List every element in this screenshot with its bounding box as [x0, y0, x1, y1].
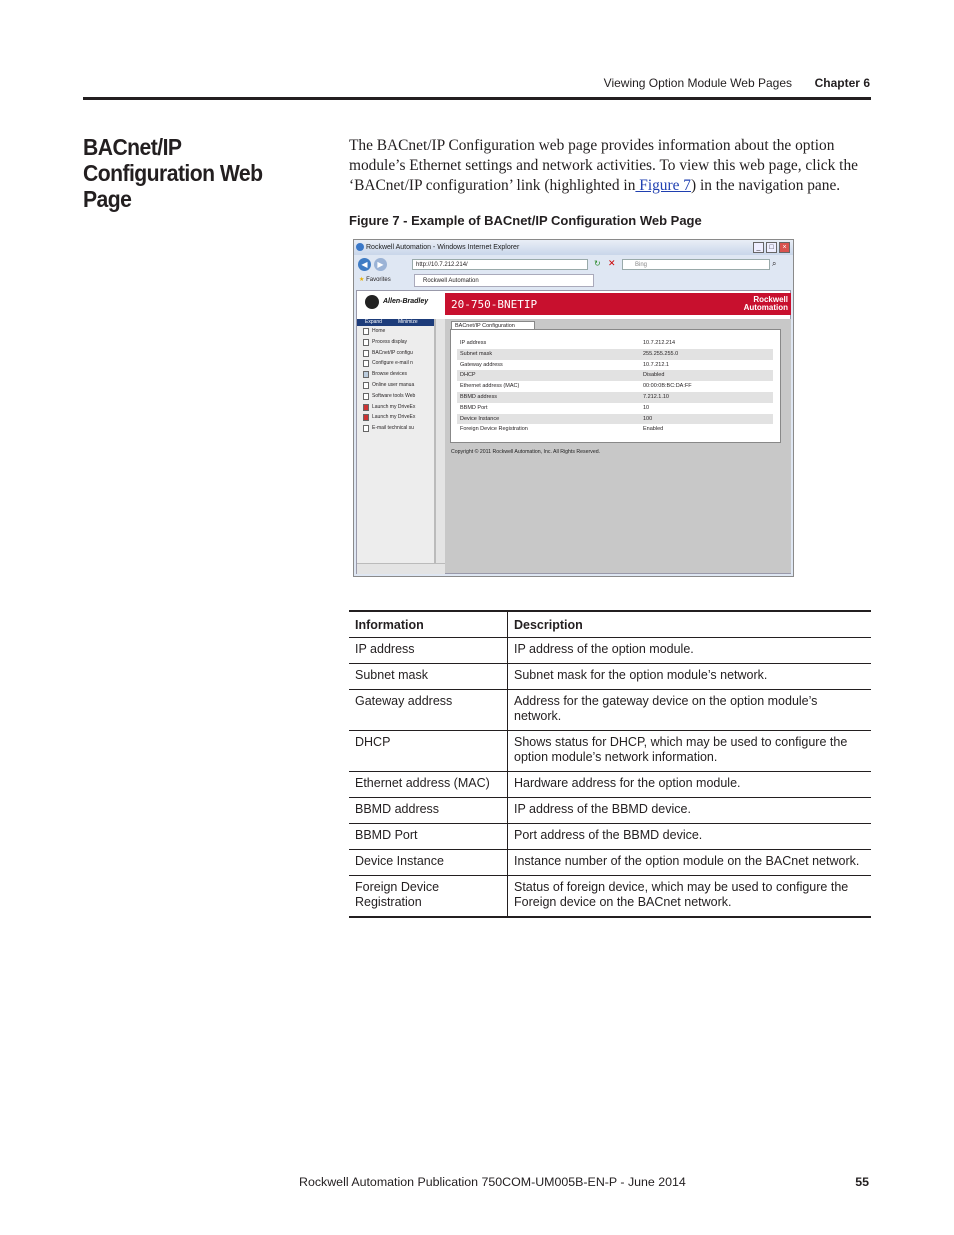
star-icon: ★ [359, 277, 365, 283]
cell-information: Device Instance [349, 850, 508, 876]
back-icon: ◀ [358, 258, 371, 271]
search-field: Bing [622, 259, 770, 270]
config-key: IP address [460, 340, 487, 346]
nav-item [357, 358, 434, 369]
allen-bradley-seal-icon [365, 295, 379, 309]
nav-item [357, 423, 434, 434]
table-row [349, 798, 871, 824]
forward-icon: ▶ [374, 258, 387, 271]
url-field: http://10.7.212.214/ [412, 259, 588, 270]
page-icon [363, 339, 369, 346]
refresh-icon: ↻ [594, 259, 601, 268]
page-icon [363, 393, 369, 400]
page-title: BACnet/IP Configuration Web Page [83, 134, 263, 212]
table-row [349, 824, 871, 850]
table-header-row [349, 611, 871, 638]
close-icon: × [779, 242, 790, 253]
cell-description: Instance number of the option module on the BACnet network. [508, 850, 872, 876]
intro-paragraph [349, 136, 871, 196]
address-bar [356, 257, 791, 273]
nav-header [357, 319, 434, 326]
config-row [457, 349, 773, 360]
search-icon: ⌕ [772, 259, 777, 268]
config-key: Gateway address [460, 361, 503, 368]
config-value: 10.7.212.214 [643, 340, 676, 346]
stop-icon: ✕ [608, 258, 616, 268]
nav-item-label: Process display [372, 338, 408, 345]
figure-caption: Figure 7 - Example of BACnet/IP Configuration Web Page [349, 213, 702, 228]
table-row [349, 638, 871, 664]
page-icon [363, 360, 369, 367]
allen-bradley-logo [363, 295, 443, 309]
config-row [457, 338, 773, 349]
information-table [349, 610, 871, 918]
rockwell-line2: Automation [743, 303, 788, 312]
content-pane [445, 319, 791, 573]
ie-icon [356, 243, 364, 251]
intro-text: The BACnet/IP Configuration web page provides information about the option module’s Ethernet settings and network activities. To view this web page, click the ‘BACnet/IP configuration’ link (highlighted in [349, 137, 858, 194]
driveexplorer-icon [363, 414, 369, 421]
config-value: 10.7.212.1 [643, 361, 669, 368]
table-row [349, 664, 871, 690]
cell-description: Status of foreign device, which may be used to configure the Foreign device on the BACnet network. [508, 876, 872, 918]
cell-information: BBMD Port [349, 824, 508, 850]
nav-item-label: Launch my DriveEx [372, 403, 416, 410]
nav-item-label: BACnet/IP configu [372, 349, 413, 356]
nav-item-label: Launch my DriveEx [372, 414, 416, 421]
cell-information: BBMD address [349, 798, 508, 824]
horizontal-scrollbar [357, 563, 445, 574]
nav-item-label: Software tools Web [372, 392, 416, 399]
cell-information: Subnet mask [349, 664, 508, 690]
config-value: 100 [643, 415, 653, 422]
cell-description: Address for the gateway device on the option module’s network. [508, 690, 872, 731]
config-key: Foreign Device Registration [460, 426, 528, 433]
cell-description: Shows status for DHCP, which may be used to configure the option module’s network information. [508, 731, 872, 772]
column-header-information: Information [349, 611, 508, 638]
rockwell-logo [744, 296, 788, 312]
cell-information: DHCP [349, 731, 508, 772]
page-number: 55 [855, 1175, 869, 1189]
cell-description: Hardware address for the option module. [508, 772, 872, 798]
cell-information: Gateway address [349, 690, 508, 731]
web-content [356, 290, 791, 574]
rockwell-line1: Rockwell [753, 295, 788, 304]
table-row [349, 850, 871, 876]
page-icon [363, 382, 369, 389]
nav-item [357, 337, 434, 348]
nav-item [357, 412, 434, 423]
nav-item [357, 391, 434, 402]
running-header-section: Viewing Option Module Web Pages [603, 76, 792, 90]
browser-screenshot [353, 239, 794, 577]
table-row [349, 876, 871, 918]
config-row [457, 381, 773, 392]
nav-item-label: Online user manua [372, 381, 415, 388]
nav-expand: Expand [365, 319, 382, 325]
config-row [457, 392, 773, 403]
device-banner [445, 293, 791, 315]
config-value: 7.212.1.10 [643, 394, 669, 400]
figure-link[interactable]: Figure 7 [635, 177, 691, 194]
config-key: BBMD address [460, 394, 497, 400]
nav-item-label: Home [372, 328, 386, 334]
minimize-icon: _ [753, 242, 764, 253]
config-panel [450, 329, 781, 443]
cell-description: Subnet mask for the option module’s network. [508, 664, 872, 690]
brand-bar [357, 291, 790, 317]
driveexplorer-icon [363, 404, 369, 411]
config-row [457, 403, 773, 414]
brand-name: Allen-Bradley [383, 298, 429, 305]
nav-item [357, 348, 434, 359]
nav-item [357, 380, 434, 391]
config-value: Disabled [643, 372, 665, 379]
email-icon [363, 425, 369, 432]
config-row [457, 414, 773, 425]
window-titlebar [354, 240, 793, 255]
column-header-description: Description [508, 611, 872, 638]
nav-item [357, 369, 434, 380]
publication-footer: Rockwell Automation Publication 750COM-UM005B-EN-P - June 2014 [299, 1175, 686, 1189]
nav-item-label: Browse devices [372, 371, 408, 378]
browser-tab: Rockwell Automation [414, 274, 594, 287]
config-value: 10 [643, 404, 650, 411]
config-key: Subnet mask [460, 350, 493, 357]
config-key: Ethernet address (MAC) [460, 383, 520, 390]
nav-item-label: E-mail technical su [372, 425, 414, 432]
config-key: Device Instance [460, 415, 500, 422]
config-row [457, 370, 773, 381]
cell-information: IP address [349, 638, 508, 664]
copyright-notice: Copyright © 2011 Rockwell Automation, Inc. All Rights Reserved. [451, 449, 601, 455]
cell-description: IP address of the BBMD device. [508, 798, 872, 824]
config-key: BBMD Port [460, 404, 488, 411]
cell-description: IP address of the option module. [508, 638, 872, 664]
maximize-icon: □ [766, 242, 777, 253]
nav-item [357, 326, 434, 337]
page-icon [363, 328, 369, 335]
config-key: DHCP [460, 372, 476, 379]
favorites-bar [356, 274, 791, 288]
config-value: Enabled [643, 426, 664, 433]
device-name: 20-750-BNETIP [451, 298, 538, 311]
favorites-label: Favorites [366, 277, 391, 283]
intro-text-end: ) in the navigation pane. [690, 177, 841, 194]
nav-item [357, 402, 434, 413]
cell-information: Ethernet address (MAC) [349, 772, 508, 798]
header-rule [83, 97, 871, 100]
nav-item-label: Configure e-mail n [372, 360, 413, 367]
config-value: 255.255.255.0 [643, 350, 679, 357]
config-row [457, 424, 773, 435]
config-value: 00:00:0B:BC:DA:FF [643, 383, 692, 390]
table-row [349, 772, 871, 798]
favorites-button [356, 275, 394, 284]
content-tab: BACnet/IP Configuration [451, 321, 535, 330]
cell-information: Foreign Device Registration [349, 876, 508, 918]
config-row [457, 360, 773, 371]
table-row [349, 690, 871, 731]
cell-description: Port address of the BBMD device. [508, 824, 872, 850]
running-header-chapter: Chapter 6 [814, 76, 870, 90]
folder-icon [363, 371, 369, 378]
page-icon [363, 350, 369, 357]
navigation-pane [357, 319, 435, 573]
nav-minimize: Minimize [397, 319, 418, 325]
window-title: Rockwell Automation - Windows Internet Explorer [366, 244, 520, 251]
table-row [349, 731, 871, 772]
